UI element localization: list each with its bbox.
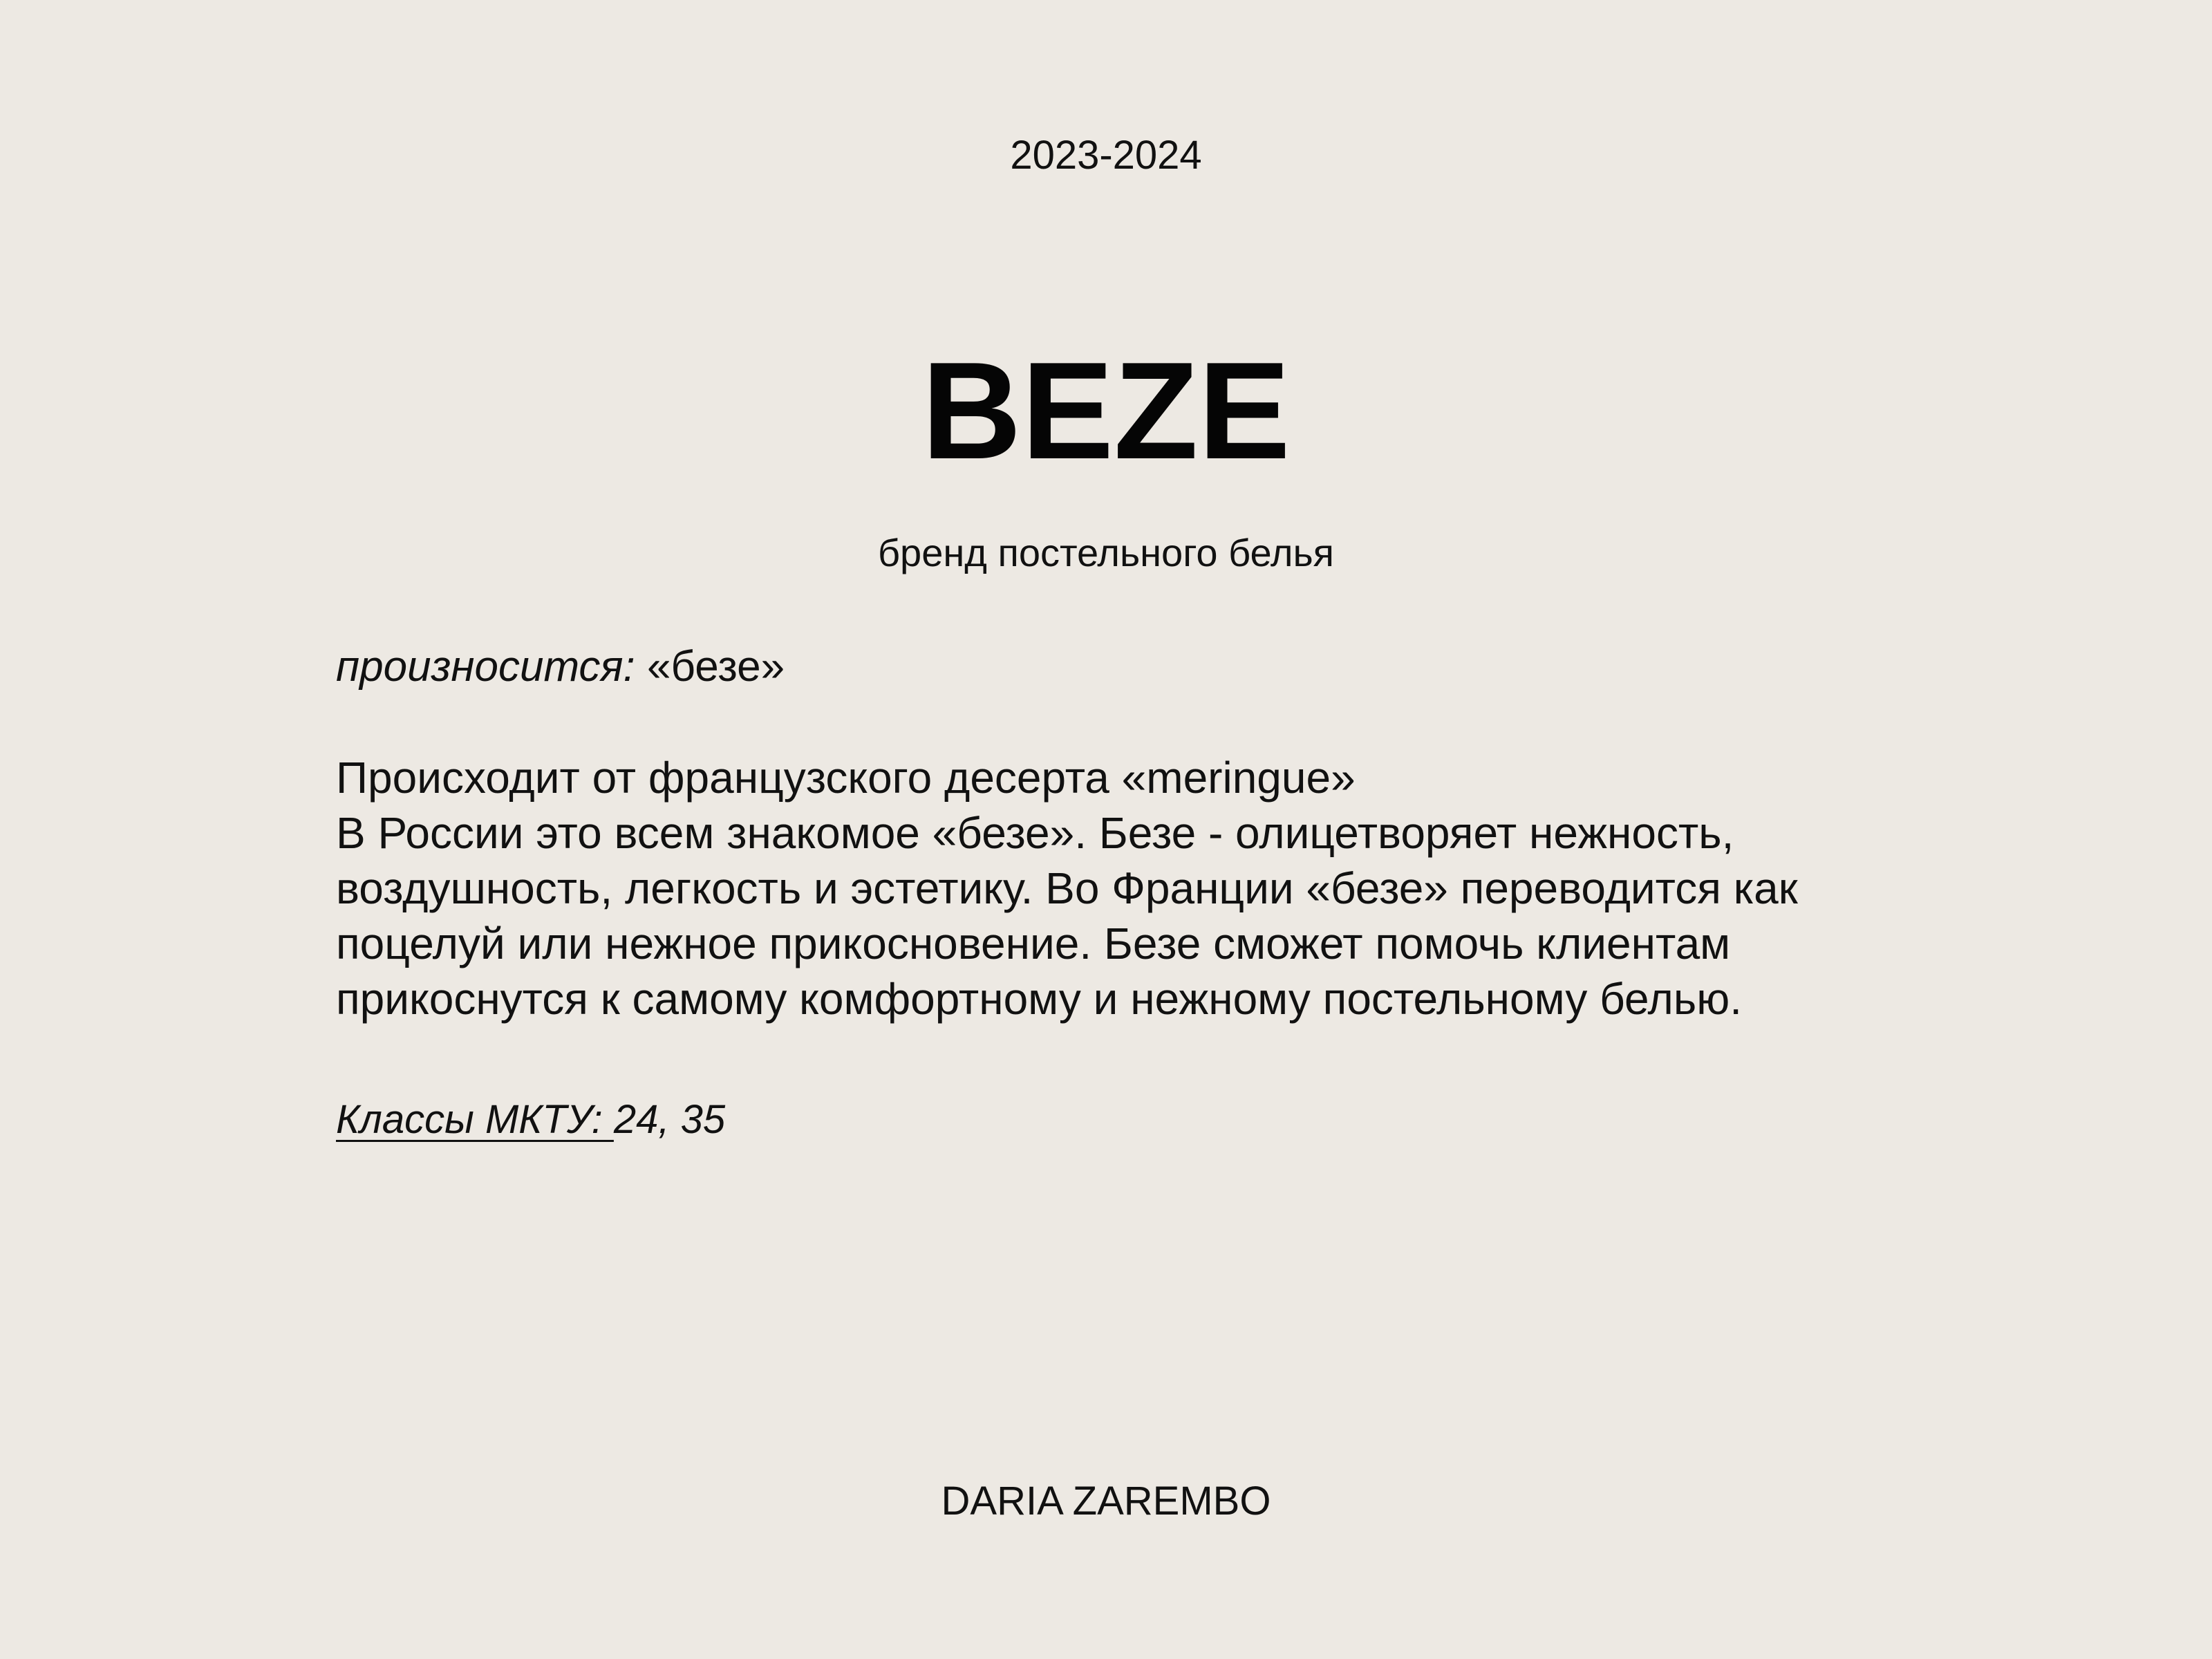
brand-subtitle: бренд постельного белья	[877, 531, 1335, 574]
pronunciation-label: произносится:	[336, 643, 635, 691]
brand-title: BEZE	[921, 334, 1291, 488]
description-line: В России это всем знакомое «безе». Безе - олицетворяет нежность,	[336, 808, 1734, 858]
mktu-classes-label: Классы МКТУ:	[336, 1097, 614, 1142]
mktu-classes	[336, 1092, 725, 1147]
author-name: DARIA ZAREMBO	[941, 1479, 1271, 1524]
pronunciation	[336, 639, 785, 695]
mktu-classes-value: 24, 35	[613, 1097, 726, 1142]
pronunciation-value: «безе»	[647, 643, 785, 691]
description-line: поцелуй или нежное прикосновение. Безе сможет помочь клиентам	[336, 919, 1731, 968]
description-line: прикоснутся к самому комфортному и нежному постельному белью.	[336, 974, 1742, 1024]
brand-description	[336, 750, 1926, 1027]
description-line: воздушность, легкость и эстетику. Во Франции «безе» переводится как	[336, 863, 1798, 913]
description-line: Происходит от французского десерта «meringue»	[336, 753, 1356, 803]
years-range: 2023-2024	[1010, 133, 1202, 178]
